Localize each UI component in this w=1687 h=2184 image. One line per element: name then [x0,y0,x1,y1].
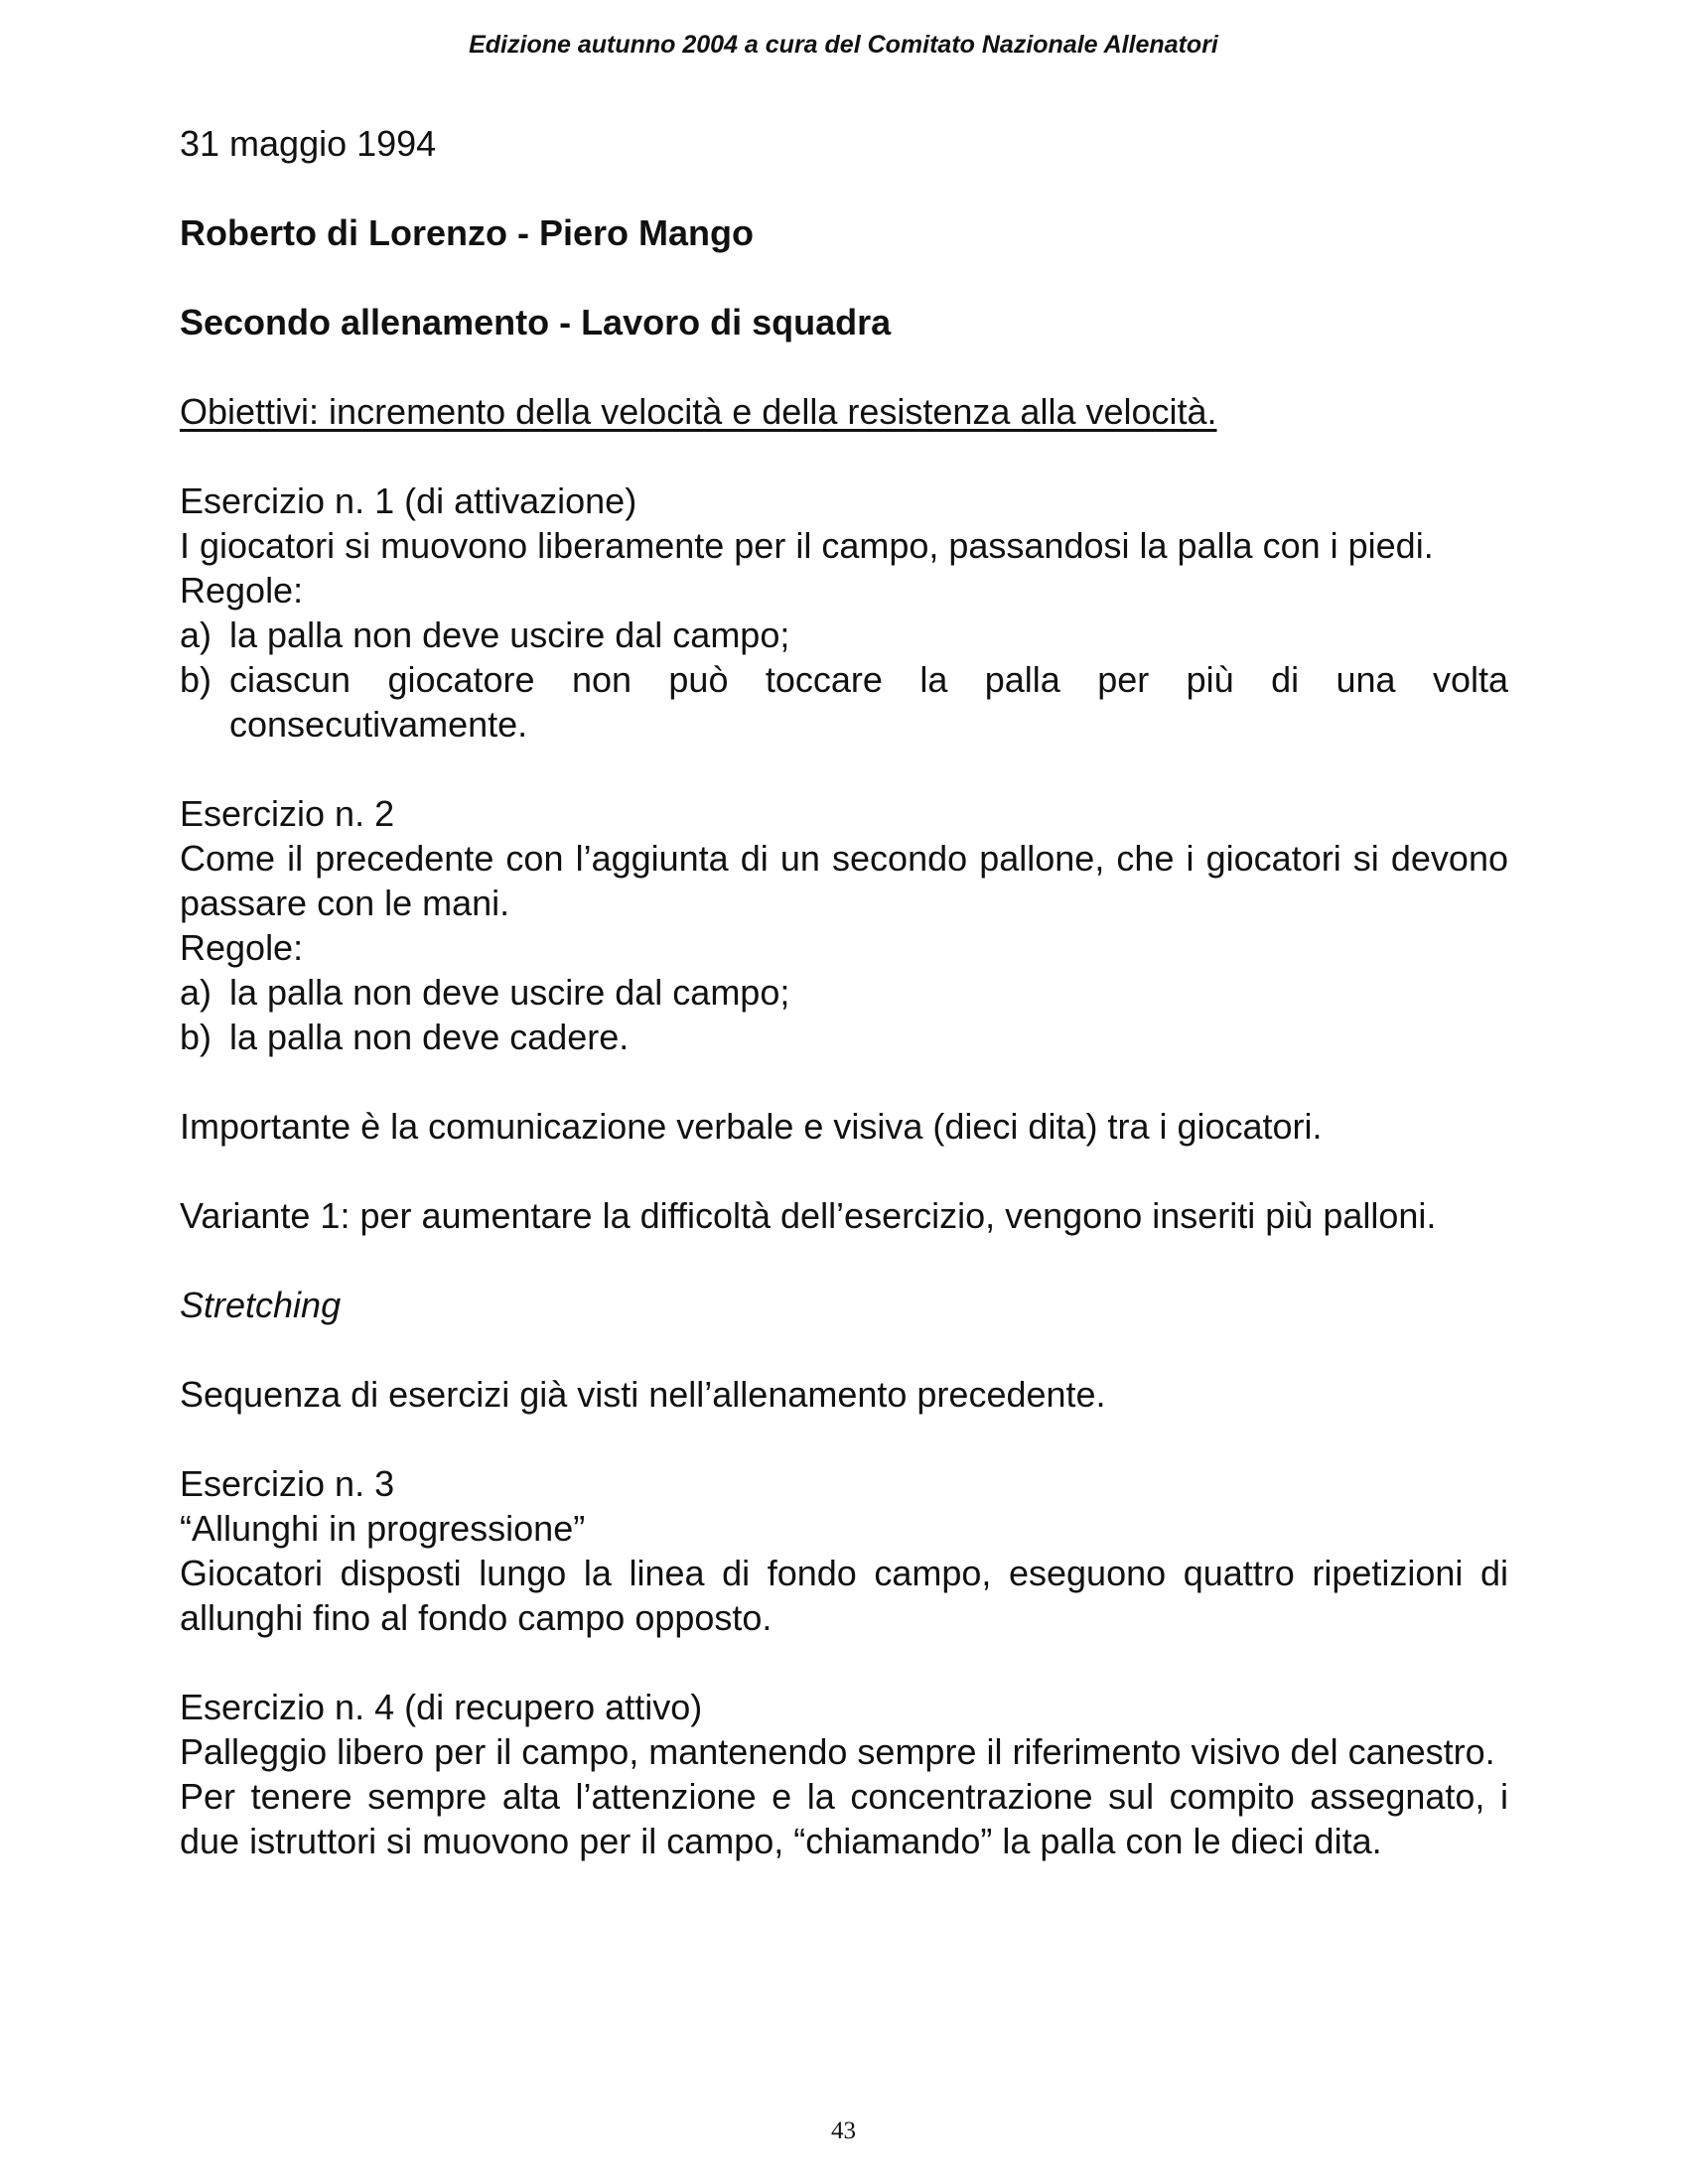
list-marker: a) [180,972,212,1013]
exercise-1-text: I giocatori si muovono liberamente per il campo, passandosi la palla con i piedi. [180,525,1434,566]
list-marker: a) [180,614,212,655]
variant-1: Variante 1: per aumentare la difficoltà dell’esercizio, vengono inseriti più palloni. [180,1195,1437,1236]
exercise-1-rules-label: Regole: [180,570,304,611]
session-date: 31 maggio 1994 [180,123,437,164]
authors: Roberto di Lorenzo - Piero Mango [180,212,754,253]
exercise-2-text: Come il precedente con l’aggiunta di un secondo pallone, che i giocatori si devono passare con le mani. [180,838,1508,923]
page-number: 43 [831,2117,856,2144]
list-item [180,657,1508,747]
exercise-4-heading: Esercizio n. 4 (di recupero attivo) [180,1687,703,1727]
stretching-heading: Stretching [180,1285,342,1325]
exercise-4-text: Palleggio libero per il campo, mantenendo sempre il riferimento visivo del canestro. [180,1731,1495,1772]
exercise-4-text-2: Per tenere sempre alta l’attenzione e la concentrazione sul compito assegnato, i due istruttori si muovono per il campo, “chiamando” la palla con le dieci dita. [180,1776,1508,1861]
exercise-3-text: Giocatori disposti lungo la linea di fondo campo, eseguono quattro ripetizioni di allunghi fino al fondo campo opposto. [180,1553,1508,1638]
important-note: Importante è la comunicazione verbale e visiva (dieci dita) tra i giocatori. [180,1106,1323,1147]
list-marker: b) [180,1017,212,1057]
list-text: la palla non deve cadere. [229,1017,630,1057]
running-header: Edizione autunno 2004 a cura del Comitato Nazionale Allenatori [469,31,1218,59]
exercise-2-rules-label: Regole: [180,927,304,968]
list-text: ciascun giocatore non può toccare la palla per più di una volta consecutivamente. [229,659,1508,745]
list-text: la palla non deve uscire dal campo; [229,972,790,1013]
objectives: Obiettivi: incremento della velocità e della resistenza alla velocità. [180,391,1217,432]
exercise-2-heading: Esercizio n. 2 [180,793,395,834]
exercise-1-heading: Esercizio n. 1 (di attivazione) [180,480,637,521]
list-item [180,613,1508,657]
list-item [180,970,1508,1015]
page-body [180,121,1508,1863]
sequence-text: Sequenza di esercizi già visti nell’allenamento precedente. [180,1374,1106,1415]
exercise-3-heading: Esercizio n. 3 [180,1463,395,1504]
exercise-3-subtitle: “Allunghi in progressione” [180,1508,586,1549]
session-title: Secondo allenamento - Lavoro di squadra [180,302,892,342]
list-marker: b) [180,659,212,700]
list-item [180,1015,1508,1059]
list-text: la palla non deve uscire dal campo; [229,614,790,655]
